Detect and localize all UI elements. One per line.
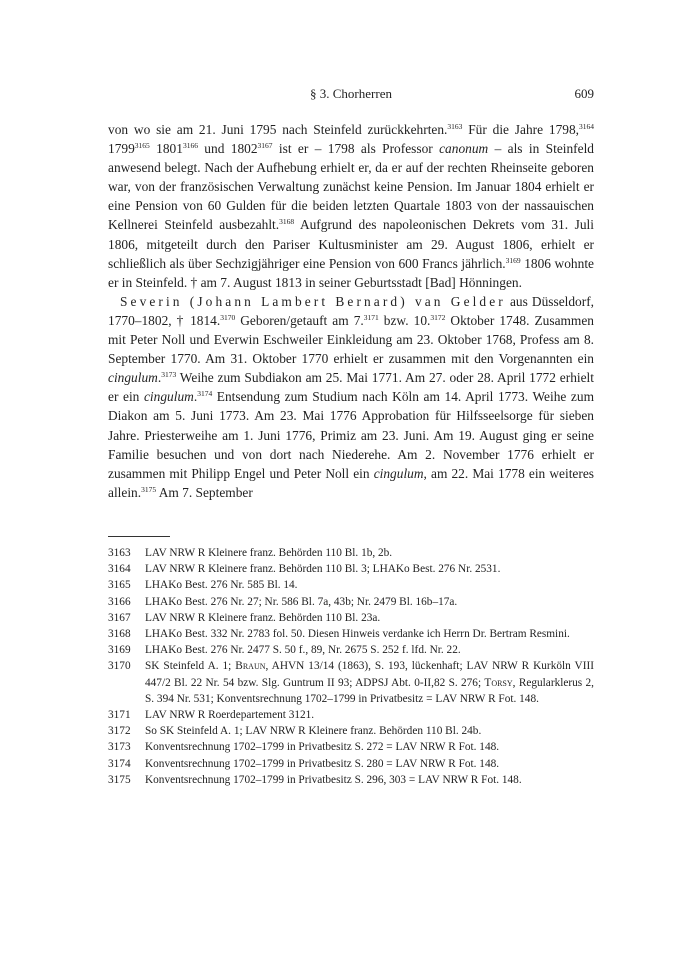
footnote-text: SK Steinfeld A. 1; Braun, AHVN 13/14 (1863), S. 193, lückenhaft; LAV NRW R Kurköln VIII 447/2 Bl. 22 Nr. 54 bzw. Slg. Guntrum II 93; ADPSJ Abt. 0-II,82 S. 276; Torsy, Regularklerus 2, S. 394 Nr. 531; Konventsrechnung 1702–1799 in Privatbesitz = LAV NRW R Fot. 148. [145,660,594,705]
footnote-number: 3172 [108,725,131,738]
footnote [108,707,594,723]
author-name: Torsy [484,676,513,689]
paragraph-2: Severin (Johann Lambert Bernard) van Gelder aus Düsseldorf, 1770–1802, † 1814.$^{3170}$ Geboren/getauft am 7.$^{3171}$ bzw. 10.$^{3172}$ Oktober 1748. Zusammen mit Peter Noll und Everwin Eschweiler Einkleidung am 23. Oktober 1768, Profess am 8. September 1770. Am 31. Oktober 1770 erhielt er zusammen mit den Vorgenannten ein cingulum.$^{3173}$ Weihe zum Subdiakon am 25. Mai 1771. Am 27. oder 28. April 1772 erhielt er ein cingulum.$^{3174}$ Entsendung zum Studium nach Köln am 14. April 1773. Weihe zum Diakon am 5. Juni 1773. Am 23. Mai 1776 Approbation für Hilfsseelsorge für sieben Jahre. Priesterweihe am 1. Juni 1776, Primiz am 23. Juni. Am 19. August ging er seine Familie besuchen und von dort nach Niederehe. Am 2. November 1776 erhielt er zusammen mit Philipp Engel und Peter Noll ein cingulum, am 22. Mai 1778 ein weiteres allein.$^{3175}$ Am 7. September [108,293,595,500]
footnote-number: 3168 [108,628,131,641]
latin-term: canonum [439,141,489,157]
footnote-number: 3163 [108,547,131,559]
footnote [108,594,594,610]
footnote [108,772,594,788]
footnote-number: 3175 [108,773,131,786]
footnote-ref[interactable]: 3165 [134,141,150,151]
footnote-ref[interactable]: 3169 [505,255,521,265]
footnote-ref[interactable]: 3167 [257,141,273,151]
footnote-separator [108,536,170,537]
footnote-number: 3164 [108,563,131,576]
footnote-ref[interactable]: 3174 [197,389,213,399]
latin-term: cingulum [143,389,194,405]
main-text [108,120,594,502]
footnote-text: Konventsrechnung 1702–1799 in Privatbesitz S. 296, 303 = LAV NRW R Fot. 148. [145,773,522,786]
footnote-text: LAV NRW R Kleinere franz. Behörden 110 Bl. 23a. [145,611,381,624]
footnote-number: 3167 [108,611,131,624]
footnote-text: Konventsrechnung 1702–1799 in Privatbesitz S. 280 = LAV NRW R Fot. 148. [145,757,500,770]
footnote-ref[interactable]: 3170 [220,312,236,322]
footnotes [108,545,594,788]
footnote [108,626,594,642]
footnote-ref[interactable]: 3164 [579,122,594,131]
footnote-number: 3170 [108,660,131,673]
footnote-ref[interactable]: 3171 [363,312,379,322]
footnote-ref[interactable]: 3173 [161,370,177,380]
latin-term: cingulum [108,370,158,386]
footnote-text: LAV NRW R Kleinere franz. Behörden 110 Bl. 1b, 2b. [145,547,393,559]
footnote-ref[interactable]: 3168 [279,217,295,227]
footnote-number: 3174 [108,757,131,770]
footnote-text: LHAKo Best. 276 Nr. 2477 S. 50 f., 89, Nr. 2675 S. 252 f. lfd. Nr. 22. [145,644,461,657]
footnote [108,642,594,658]
footnote [108,658,594,707]
footnote-text: LAV NRW R Kleinere franz. Behörden 110 Bl. 3; LHAKo Best. 276 Nr. 2531. [145,563,501,576]
footnote-text: LHAKo Best. 276 Nr. 27; Nr. 586 Bl. 7a, 43b; Nr. 2479 Bl. 16b–17a. [145,595,458,608]
person-name: Severin (Johann Lambert Bernard) van Gelder [120,293,506,309]
footnote [108,610,594,626]
footnote [108,739,594,755]
footnote [108,545,594,561]
footnote-number: 3171 [108,709,131,722]
footnote-number: 3173 [108,741,131,754]
footnote-ref[interactable]: 3175 [141,484,157,494]
footnote [108,756,594,772]
footnote-text: LHAKo Best. 332 Nr. 2783 fol. 50. Diesen Hinweis verdanke ich Herrn Dr. Bertram Resmini. [145,628,570,641]
footnote [108,723,594,739]
footnote-ref[interactable]: 3163 [447,122,463,131]
page-number: 609 [574,86,594,101]
paragraph-1: von wo sie am 21. Juni 1795 nach Steinfeld zurückkehrten.$^{3163}$ Für die Jahre 1798,$^{3164}$ $1799^{3165}$ $1801^{3166}$ und $1802^{3167}$ ist er – 1798 als Professor canonum – als in Steinfeld anwesend belegt. Nach der Aufhebung erhielt er, da er auf der rechten Rheinseite geboren war, von der französischen Verwaltung zunächst keine Pension. Im Januar 1804 erhielt er eine Pension von 60 Gulden für die beiden letzten Quartale 1803 von der nassauischen Kellnerei Steinfeld ausbezahlt.$^{3168}$ Aufgrund des napoleonischen Dekrets vom 31. Juli 1806, mitgeteilt durch den Pariser Kultusminister am 29. August 1806, erhielt er schließlich als über Sechzigjähriger eine Pension von 600 Francs jährlich.$^{3169}$ 1806 wohnte er in Steinfeld. † am 7. August 1813 in seiner Geburtsstadt [Bad] Hönningen. [108,122,595,290]
footnote-text: LAV NRW R Roerdepartement 3121. [145,709,315,722]
footnote-number: 3165 [108,579,131,592]
footnote-text: So SK Steinfeld A. 1; LAV NRW R Kleinere franz. Behörden 110 Bl. 24b. [145,725,482,738]
author-name: Braun [235,660,266,673]
running-head: § 3. Chorherren [310,86,392,101]
latin-term: cingulum [373,465,424,481]
footnote [108,577,594,593]
footnote-text: Konventsrechnung 1702–1799 in Privatbesitz S. 272 = LAV NRW R Fot. 148. [145,741,500,754]
page-header [108,86,594,106]
footnote-number: 3169 [108,644,131,657]
footnote-ref[interactable]: 3172 [430,312,446,322]
footnote-ref[interactable]: 3166 [182,141,198,151]
footnote [108,561,594,577]
footnote-text: LHAKo Best. 276 Nr. 585 Bl. 14. [145,579,298,592]
footnote-number: 3166 [108,595,131,608]
